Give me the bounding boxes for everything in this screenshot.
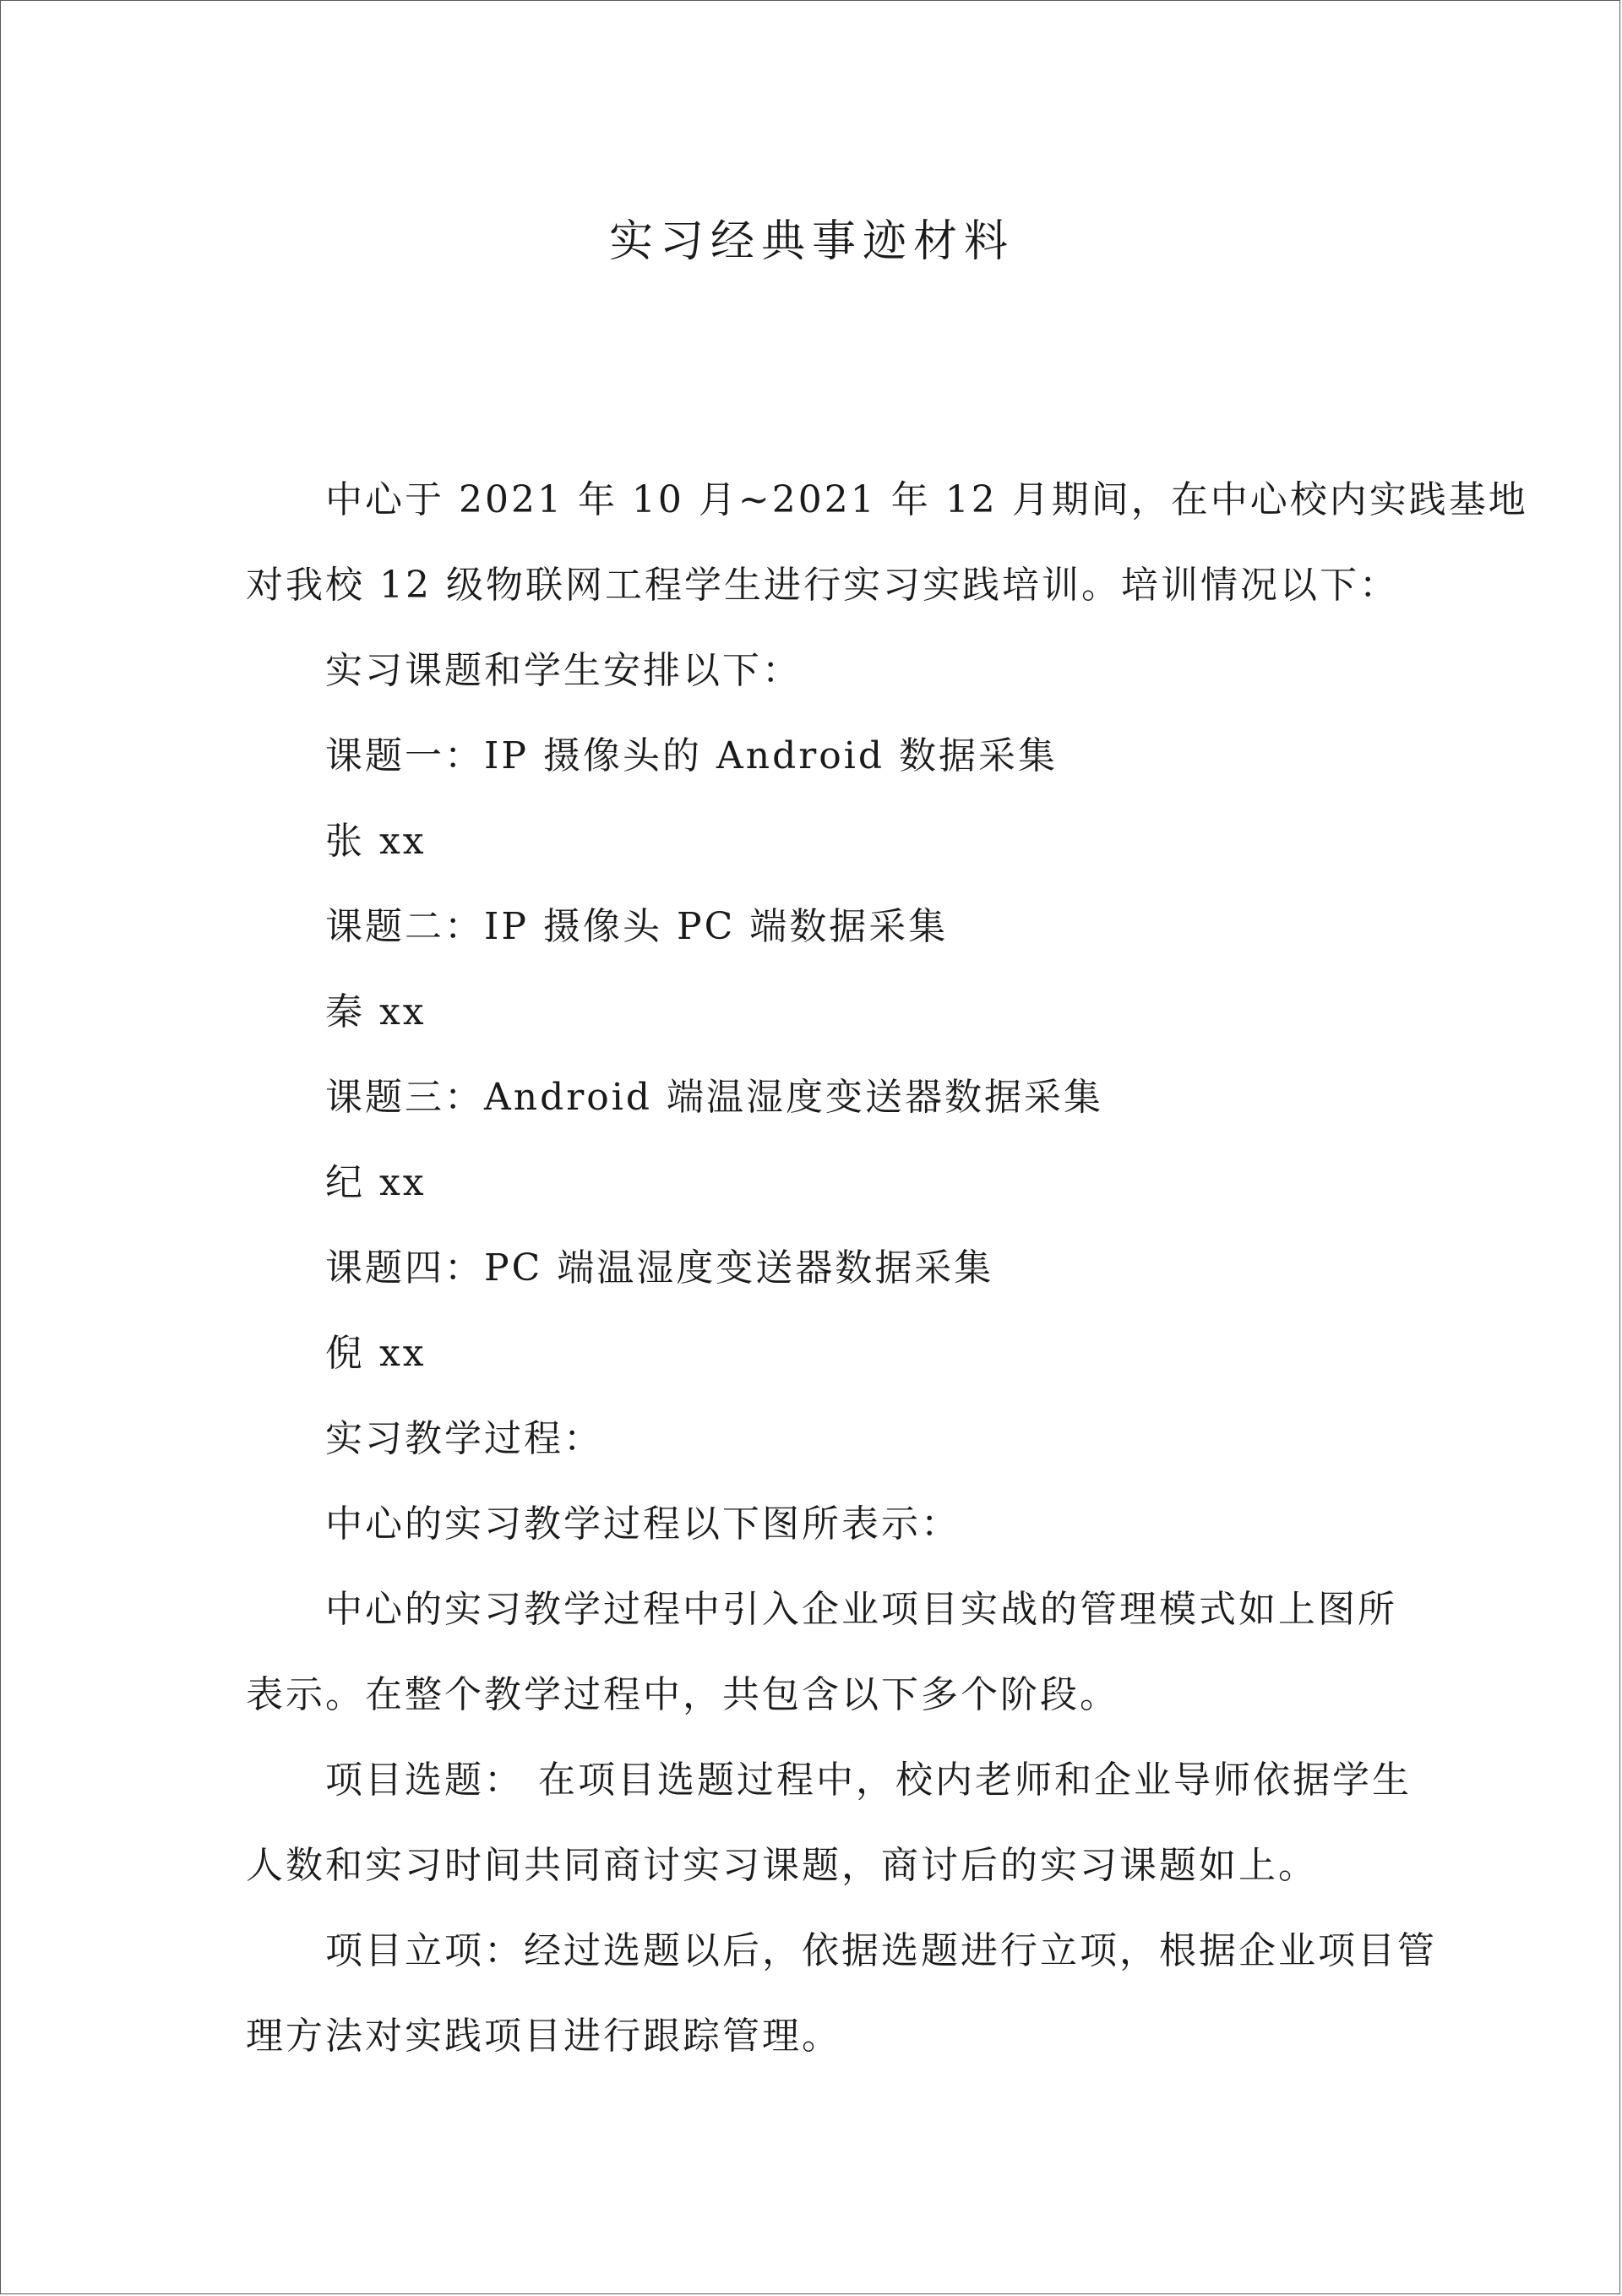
student-line: 秦 xx — [325, 990, 427, 1033]
student-line: 张 xx — [325, 820, 427, 863]
topic-line: 课题三：Android 端温湿度变送器数据采集 — [325, 1076, 1104, 1119]
paragraph-line: 项目选题： 在项目选题过程中，校内老师和企业导师依据学生 — [325, 1759, 1412, 1802]
topic-4 — [246, 1225, 1378, 1311]
topic-line: 课题一：IP 摄像头的 Android 数据采集 — [325, 734, 1058, 777]
paragraph-line: 项目立项：经过选题以后，依据选题进行立项，根据企业项目管 — [325, 1929, 1437, 1972]
student-2 — [246, 969, 1378, 1055]
paragraph-line: 表示。在整个教学过程中，共包含以下多个阶段。 — [246, 1673, 1119, 1716]
topic-2 — [246, 884, 1378, 969]
document-body — [246, 457, 1528, 2079]
topic-3 — [246, 1055, 1378, 1140]
student-line: 倪 xx — [325, 1332, 427, 1375]
student-line: 纪 xx — [325, 1161, 427, 1204]
paragraph-line: 中心的实习教学过程中引入企业项目实战的管理模式如上图所 — [325, 1588, 1397, 1631]
paragraph-line: 中心的实习教学过程以下图所表示： — [325, 1502, 961, 1546]
paragraph-line: 理方法对实践项目进行跟踪管理。 — [246, 2015, 841, 2058]
paragraph-process-figure — [246, 1481, 1378, 1567]
topic-line: 课题四：PC 端温湿度变送器数据采集 — [325, 1246, 994, 1290]
paragraph-line: 人数和实习时间共同商讨实习课题，商讨后的实习课题如上。 — [246, 1844, 1318, 1887]
topic-line: 课题二：IP 摄像头 PC 端数据采集 — [325, 905, 949, 948]
paragraph-line: 对我校 12 级物联网工程学生进行实习实践培训。培训情况以下： — [246, 564, 1399, 607]
paragraph-topics-intro — [246, 628, 1378, 713]
student-4 — [246, 1311, 1378, 1396]
paragraph-project-approval — [246, 1908, 1437, 2079]
paragraph-line: 实习课题和学生安排以下： — [325, 649, 802, 692]
paragraph-management-mode — [246, 1567, 1397, 1737]
paragraph-intro — [246, 457, 1528, 628]
paragraph-project-selection — [246, 1737, 1412, 1908]
student-3 — [246, 1140, 1378, 1225]
paragraph-line: 中心于 2021 年 10 月~2021 年 12 月期间，在中心校内实践基地 — [325, 478, 1528, 521]
student-1 — [246, 799, 1378, 884]
section-heading-process — [246, 1396, 1378, 1481]
paragraph-line: 实习教学过程： — [325, 1417, 603, 1460]
document-title: 实习经典事迹材料 — [608, 216, 1015, 267]
topic-1 — [246, 713, 1378, 799]
